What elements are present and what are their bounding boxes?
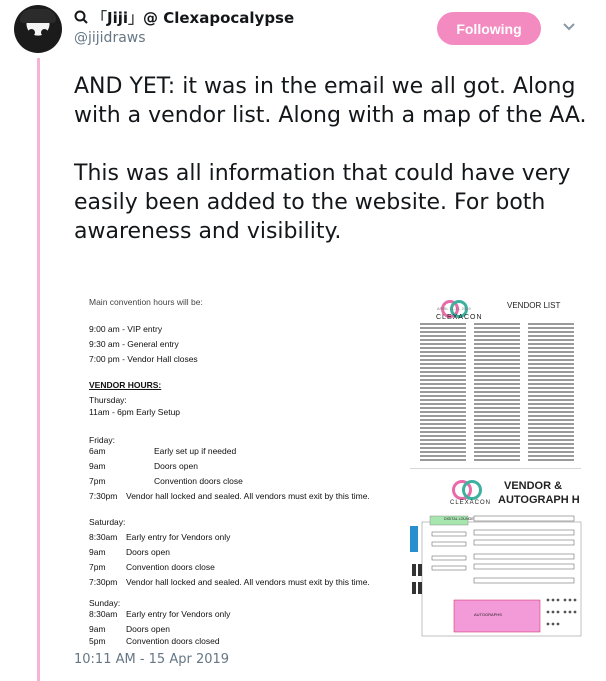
schedule-desc: Convention doors closed xyxy=(126,636,220,646)
vendor-hours-title: VENDOR HOURS: xyxy=(89,380,162,390)
schedule-top-line: Main convention hours will be: xyxy=(89,297,203,307)
schedule-desc: Doors open xyxy=(154,461,198,471)
vendor-list-column xyxy=(474,323,520,463)
day-label: Saturday: xyxy=(89,517,126,527)
schedule-time: 8:30am xyxy=(89,609,118,619)
schedule-hour: 7:00 pm - Vendor Hall closes xyxy=(89,354,198,364)
avatar-eye-left xyxy=(28,29,35,36)
schedule-time: 5pm xyxy=(89,636,106,646)
chevron-down-icon[interactable] xyxy=(561,20,577,34)
map-label-lounge: DIGITAL LOUNGE xyxy=(444,517,474,521)
schedule-desc: Vendor hall locked and sealed. All vendors must exit by this time. xyxy=(126,577,370,587)
schedule-time: 7pm xyxy=(89,562,106,572)
vendor-list-title: VENDOR LIST xyxy=(507,301,561,310)
vendor-list-column xyxy=(420,323,466,463)
tweet-header xyxy=(74,6,294,46)
schedule-desc: Early set up if needed xyxy=(154,446,237,456)
schedule-desc: Early entry for Vendors only xyxy=(126,609,231,619)
clexacon-logo-text: CLEXACON xyxy=(436,314,483,321)
avatar[interactable] xyxy=(14,5,62,53)
schedule-desc: Convention doors close xyxy=(126,562,215,572)
schedule-time: 9am xyxy=(89,461,106,471)
schedule-desc: Early entry for Vendors only xyxy=(126,532,231,542)
schedule-desc: Doors open xyxy=(126,547,170,557)
clexacon-dates: APRIL 11-13, 2019 xyxy=(437,306,471,311)
emoji-icon xyxy=(74,10,88,24)
schedule-desc: Vendor hall locked and sealed. All vendors must exit by this time. xyxy=(126,491,370,501)
following-button[interactable]: Following xyxy=(437,12,541,45)
floor-map xyxy=(422,512,581,636)
schedule-hour: 9:30 am - General entry xyxy=(89,339,179,349)
schedule-time: 7:30pm xyxy=(89,491,118,501)
schedule-desc: Doors open xyxy=(126,624,170,634)
avatar-hair xyxy=(20,9,56,23)
attached-image-schedule[interactable] xyxy=(74,296,408,646)
tweet-text: AND YET: it was in the email we all got. Along with a vendor list. Along with a map of the AA. This was all information that could have very easily been added to the website. For both awareness and visibility. xyxy=(74,74,587,244)
schedule-time: 8:30am xyxy=(89,532,118,542)
clexacon-logo xyxy=(462,480,482,500)
day-label: Friday: xyxy=(89,435,115,445)
schedule-time: 9am xyxy=(89,547,106,557)
schedule-time: 6am xyxy=(89,446,106,456)
schedule-line: 11am - 6pm Early Setup xyxy=(89,407,181,417)
day-label: Sunday: xyxy=(89,598,121,608)
day-label: Thursday: xyxy=(89,395,127,405)
user-handle[interactable]: @jijidraws xyxy=(74,30,146,46)
schedule-time: 9am xyxy=(89,624,106,634)
avatar-eye-right xyxy=(41,29,48,36)
name-row[interactable] xyxy=(74,6,294,28)
schedule-time: 7:30pm xyxy=(89,577,118,587)
schedule-desc: Convention doors close xyxy=(154,476,243,486)
schedule-time: 7pm xyxy=(89,476,106,486)
map-title: VENDOR & xyxy=(504,480,563,492)
image-divider xyxy=(410,468,581,469)
clexacon-logo-text: CLEXACON xyxy=(450,500,492,506)
tweet-timestamp[interactable]: 10:11 AM - 15 Apr 2019 xyxy=(74,652,230,667)
schedule-hour: 9:00 am - VIP entry xyxy=(89,324,163,334)
display-name[interactable]: 「Jiji」@ Clexapocalypse xyxy=(92,8,295,27)
vendor-list-column xyxy=(528,323,574,463)
map-label-autographs: AUTOGRAPHS xyxy=(474,612,502,617)
thread-line xyxy=(37,58,40,681)
map-title: AUTOGRAPH H xyxy=(498,494,580,506)
